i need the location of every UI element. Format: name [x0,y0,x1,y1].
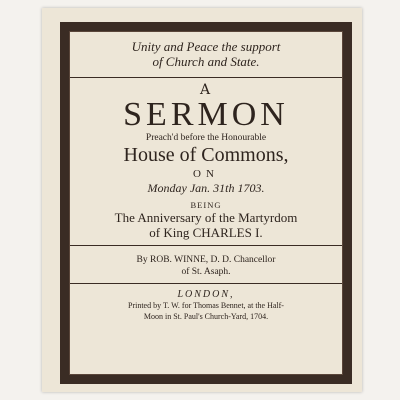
imprint-city: LONDON, [177,289,235,300]
preached-line: Preach'd before the Honourable [145,133,267,143]
sermon-heading: SERMON [123,96,289,133]
article-a: A [199,82,213,98]
king-line: of King CHARLES I. [149,225,263,240]
motto-band [70,32,342,78]
title-page [42,8,362,392]
house-of-commons: House of Commons, [123,144,289,166]
author-line-2: of St. Asaph. [181,267,231,277]
motto-line-1: Unity and Peace the support [131,39,281,54]
anniversary-line: The Anniversary of the Martyrdom [114,210,298,225]
inner-rule [69,31,343,375]
on-word: ON [193,168,219,180]
motto-line-2: of Church and State. [152,54,260,69]
motto [70,39,342,69]
divider-rule-2 [70,283,342,284]
author-block [70,254,342,278]
author-line-1: By ROB. WINNE, D. D. Chancellor [136,255,276,265]
imprint-line-1: Printed by T. W. for Thomas Bennet, at the Half- [128,301,284,310]
imprint-line-2: Moon in St. Paul's Church-Yard, 1704. [143,312,269,321]
title-body [70,82,342,322]
ornamental-border [60,22,352,384]
being-word: BEING [190,200,222,210]
sermon-date: Monday Jan. 31th 1703. [147,181,265,195]
divider-rule-1 [70,245,342,246]
